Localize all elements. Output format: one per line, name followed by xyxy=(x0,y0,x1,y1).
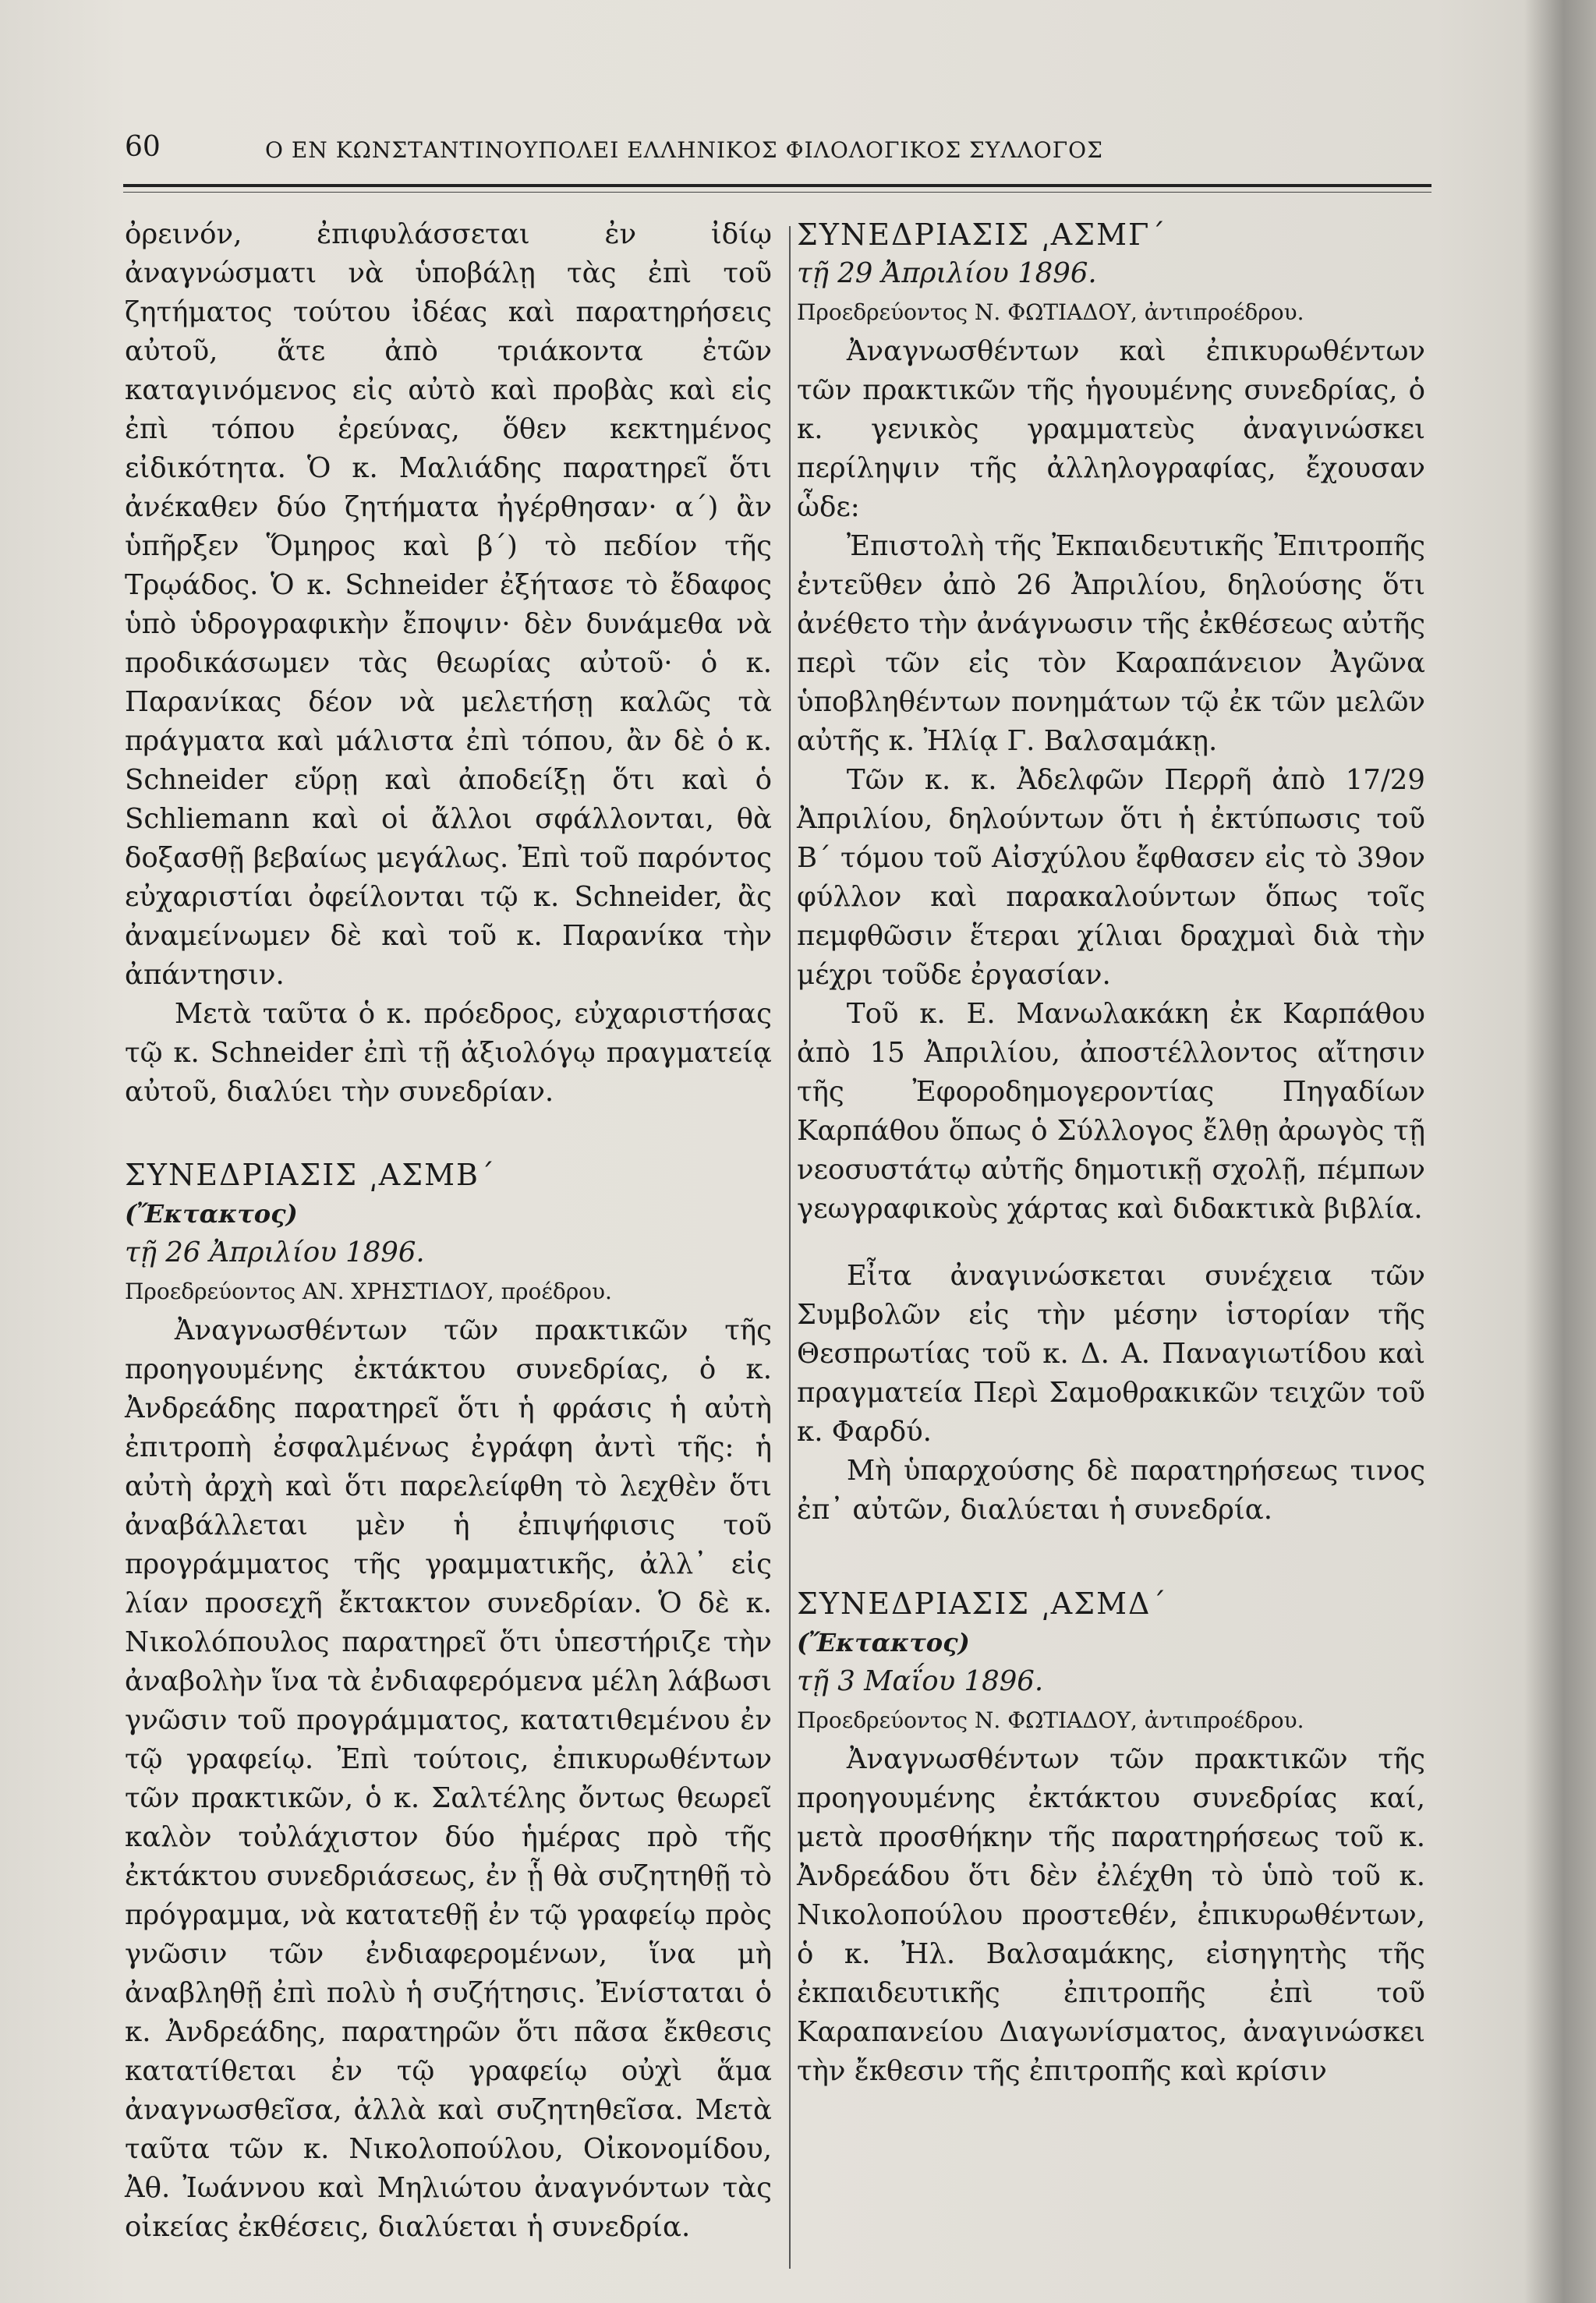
left-paragraph-2: Μετὰ ταῦτα ὁ κ. πρόεδρος, εὐχαριστήσας τῷ κ. Schneider ἐπὶ τῇ ἀξιολόγῳ πραγματείᾳ αὐτοῦ, διαλύει τὴν συνεδρίαν. xyxy=(125,998,772,1108)
book-gutter-shadow xyxy=(1524,0,1596,2303)
session-heading-asmg: ΣΥΝΕΔΡΙΑΣΙΣ ͵ΑΣΜΓ΄ xyxy=(797,218,1167,252)
right-paragraph-6: Μὴ ὑπαρχούσης δὲ παρατηρήσεως τινος ἐπ᾽ αὐτῶν, διαλύεται ἡ συνεδρία. xyxy=(797,1455,1425,1526)
right-paragraph-4: Τοῦ κ. Ε. Μανωλακάκη ἐκ Καρπάθου ἀπὸ 15 Ἀπριλίου, ἀποστέλλοντος αἴτησιν τῆς Ἐφοροδημογεροντίας Πηγαδίων Καρπάθου ὅπως ὁ Σύλλογος ἔλθῃ ἀρωγὸς τῇ νεοσυστάτῳ αὐτῆς δημοτικῇ σχολῇ, πέμπων γεωγραφικοὺς χάρτας καὶ διδακτικὰ βιβλία. xyxy=(797,998,1425,1225)
right-paragraph-5: Εἶτα ἀναγινώσκεται συνέχεια τῶν Συμβολῶν εἰς τὴν μέσην ἱστορίαν τῆς Θεσπρωτίας τοῦ κ. Δ. Α. Παναγιωτίδου καὶ πραγματεία Περὶ Σαμοθρακικῶν τειχῶν τοῦ κ. Φαρδύ. xyxy=(797,1260,1425,1448)
left-column xyxy=(125,215,772,2247)
session-president-asmb: Προεδρεύοντος ΑΝ. ΧΡΗΣΤΙΔΟΥ, προέδρου. xyxy=(125,1279,612,1304)
session-heading-asmd: ΣΥΝΕΔΡΙΑΣΙΣ ͵ΑΣΜΔ΄ xyxy=(797,1587,1168,1621)
session-date-asmb: τῇ 26 Ἀπριλίου 1896. xyxy=(125,1236,425,1268)
right-paragraph-7: Ἀναγνωσθέντων τῶν πρακτικῶν τῆς προηγουμένης ἐκτάκτου συνεδρίας καί, μετὰ προσθήκην τῆς παρατηρήσεως τοῦ κ. Ἀνδρεάδου ὅτι δὲν ἐλέχθη τὸ ὑπὸ τοῦ κ. Νικολοπούλου προστεθέν, ἐπικυρωθέντων, ὁ κ. Ἠλ. Βαλσαμάκης, εἰσηγητὴς τῆς ἐκπαιδευτικῆς ἐπιτροπῆς ἐπὶ τοῦ Καραπανείου Διαγωνίσματος, ἀναγινώσκει τὴν ἔκθεσιν τῆς ἐπιτροπῆς καὶ κρίσιν xyxy=(797,1743,1425,2087)
session-heading-asmb: ΣΥΝΕΔΡΙΑΣΙΣ ͵ΑΣΜΒ΄ xyxy=(125,1158,496,1192)
session-president-asmd: Προεδρεύοντος Ν. ΦΩΤΙΑΔΟΥ, ἀντιπροέδρου. xyxy=(797,1707,1304,1733)
session-subheading-asmb: (Ἔκτακτος) xyxy=(125,1199,298,1229)
session-date-asmd: τῇ 3 Μαΐου 1896. xyxy=(797,1665,1044,1697)
column-divider xyxy=(789,226,791,2269)
page-number: 60 xyxy=(125,131,161,163)
left-paragraph-1: ὀρεινόν, ἐπιφυλάσσεται ἐν ἰδίῳ ἀναγνώσματι νὰ ὑποβάλῃ τὰς ἐπὶ τοῦ ζητήματος τούτου ἰδέας καὶ παρατηρήσεις αὐτοῦ, ἅτε ἀπὸ τριάκοντα ἐτῶν καταγινόμενος εἰς αὐτὸ καὶ προβὰς καὶ εἰς ἐπὶ τόπου ἐρεύνας, ὅθεν κεκτημένος εἰδικότητα. Ὁ κ. Μαλιάδης παρατηρεῖ ὅτι ἀνέκαθεν δύο ζητήματα ἠγέρθησαν· α΄) ἂν ὑπῆρξεν Ὅμηρος καὶ β΄) τὸ πεδίον τῆς Τρῳάδος. Ὁ κ. Schneider ἐξήτασε τὸ ἔδαφος ὑπὸ ὑδρογραφικὴν ἔποψιν· δὲν δυνάμεθα νὰ προδικάσωμεν τὰς θεωρίας αὐτοῦ· ὁ κ. Παρανίκας δέον νὰ μελετήσῃ καλῶς τὰ πράγματα καὶ μάλιστα ἐπὶ τόπου, ἂν δὲ ὁ κ. Schneider εὕρῃ καὶ ἀποδείξῃ ὅτι καὶ ὁ Schliemann καὶ οἱ ἄλλοι σφάλλονται, θὰ δοξασθῇ βεβαίως μεγάλως. Ἐπὶ τοῦ παρόντος εὐχαριστίαι ὀφείλονται τῷ κ. Schneider, ἂς ἀναμείνωμεν δὲ καὶ τοῦ κ. Παρανίκα τὴν ἀπάντησιν. xyxy=(125,218,772,991)
spacer xyxy=(797,1229,1425,1257)
right-paragraph-1: Ἀναγνωσθέντων καὶ ἐπικυρωθέντων τῶν πρακτικῶν τῆς ἡγουμένης συνεδρίας, ὁ κ. γενικὸς γραμματεὺς ἀναγινώσκει περίληψιν τῆς ἀλληλογραφίας, ἔχουσαν ὧδε: xyxy=(797,335,1425,523)
header-rule-thick xyxy=(123,184,1431,187)
header-rule-thin xyxy=(123,192,1431,193)
running-title: Ο ΕΝ ΚΩΝΣΤΑΝΤΙΝΟΥΠΟΛΕΙ ΕΛΛΗΝΙΚΟΣ ΦΙΛΟΛΟΓΙΚΟΣ ΣΥΛΛΟΓΟΣ xyxy=(265,137,1103,163)
spacer xyxy=(797,1530,1425,1584)
right-paragraph-2: Ἐπιστολὴ τῆς Ἐκπαιδευτικῆς Ἐπιτροπῆς ἐντεῦθεν ἀπὸ 26 Ἀπριλίου, δηλούσης ὅτι ἀνέθετο τὴν ἀνάγνωσιν τῆς ἐκθέσεως αὐτῆς περὶ τῶν εἰς τὸν Καραπάνειον Ἀγῶνα ὑποβληθέντων πονημάτων τῷ ἐκ τῶν μελῶν αὐτῆς κ. Ἠλίᾳ Γ. Βαλσαμάκῃ. xyxy=(797,530,1425,757)
spacer xyxy=(125,1112,772,1155)
session-subheading-asmd: (Ἔκτακτος) xyxy=(797,1628,970,1657)
right-column xyxy=(797,215,1425,2091)
session-date-asmg: τῇ 29 Ἀπριλίου 1896. xyxy=(797,257,1097,289)
right-paragraph-3: Τῶν κ. κ. Ἀδελφῶν Περρῆ ἀπὸ 17/29 Ἀπριλίου, δηλούντων ὅτι ἡ ἐκτύπωσις τοῦ Β΄ τόμου τοῦ Αἰσχύλου ἔφθασεν εἰς τὸ 39ον φύλλον καὶ παρακαλούντων ὅπως τοῖς πεμφθῶσιν ἕτεραι χίλιαι δραχμαὶ διὰ τὴν μέχρι τοῦδε ἐργασίαν. xyxy=(797,764,1425,991)
left-paragraph-3: Ἀναγνωσθέντων τῶν πρακτικῶν τῆς προηγουμένης ἐκτάκτου συνεδρίας, ὁ κ. Ἀνδρεάδης παρατηρεῖ ὅτι ἡ φράσις ἡ αὐτὴ ἐπιτροπὴ ἐσφαλμένως ἐγράφη ἀντὶ τῆς: ἡ αὐτὴ ἀρχὴ καὶ ὅτι παρελείφθη τὸ λεχθὲν ὅτι ἀναβάλλεται μὲν ἡ ἐπιψήφισις τοῦ προγράμματος τῆς γραμματικῆς, ἀλλ᾽ εἰς λίαν προσεχῆ ἔκτακτον συνεδρίαν. Ὁ δὲ κ. Νικολόπουλος παρατηρεῖ ὅτι ὑπεστήριζε τὴν ἀναβολὴν ἵνα τὰ ἐνδιαφερόμενα μέλη λάβωσι γνῶσιν τοῦ προγράμματος, κατατιθεμένου ἐν τῷ γραφείῳ. Ἐπὶ τούτοις, ἐπικυρωθέντων τῶν πρακτικῶν, ὁ κ. Σαλτέλης ὄντως θεωρεῖ καλὸν τοὐλάχιστον δύο ἡμέρας πρὸ τῆς ἐκτάκτου συνεδριάσεως, ἐν ᾗ θὰ συζητηθῇ τὸ πρόγραμμα, νὰ κατατεθῇ ἐν τῷ γραφείῳ πρὸς γνῶσιν τῶν ἐνδιαφερομένων, ἵνα μὴ ἀναβληθῇ ἐπὶ πολὺ ἡ συζήτησις. Ἐνίσταται ὁ κ. Ἀνδρεάδης, παρατηρῶν ὅτι πᾶσα ἔκθεσις κατατίθεται ἐν τῷ γραφείῳ οὐχὶ ἅμα ἀναγνωσθεῖσα, ἀλλὰ καὶ συζητηθεῖσα. Μετὰ ταῦτα τῶν κ. Νικολοπούλου, Οἰκονομίδου, Ἀθ. Ἰωάννου καὶ Μηλιώτου ἀναγνόντων τὰς οἰκείας ἐκθέσεις, διαλύεται ἡ συνεδρία. xyxy=(125,1314,772,2243)
session-president-asmg: Προεδρεύοντος Ν. ΦΩΤΙΑΔΟΥ, ἀντιπροέδρου. xyxy=(797,299,1304,325)
